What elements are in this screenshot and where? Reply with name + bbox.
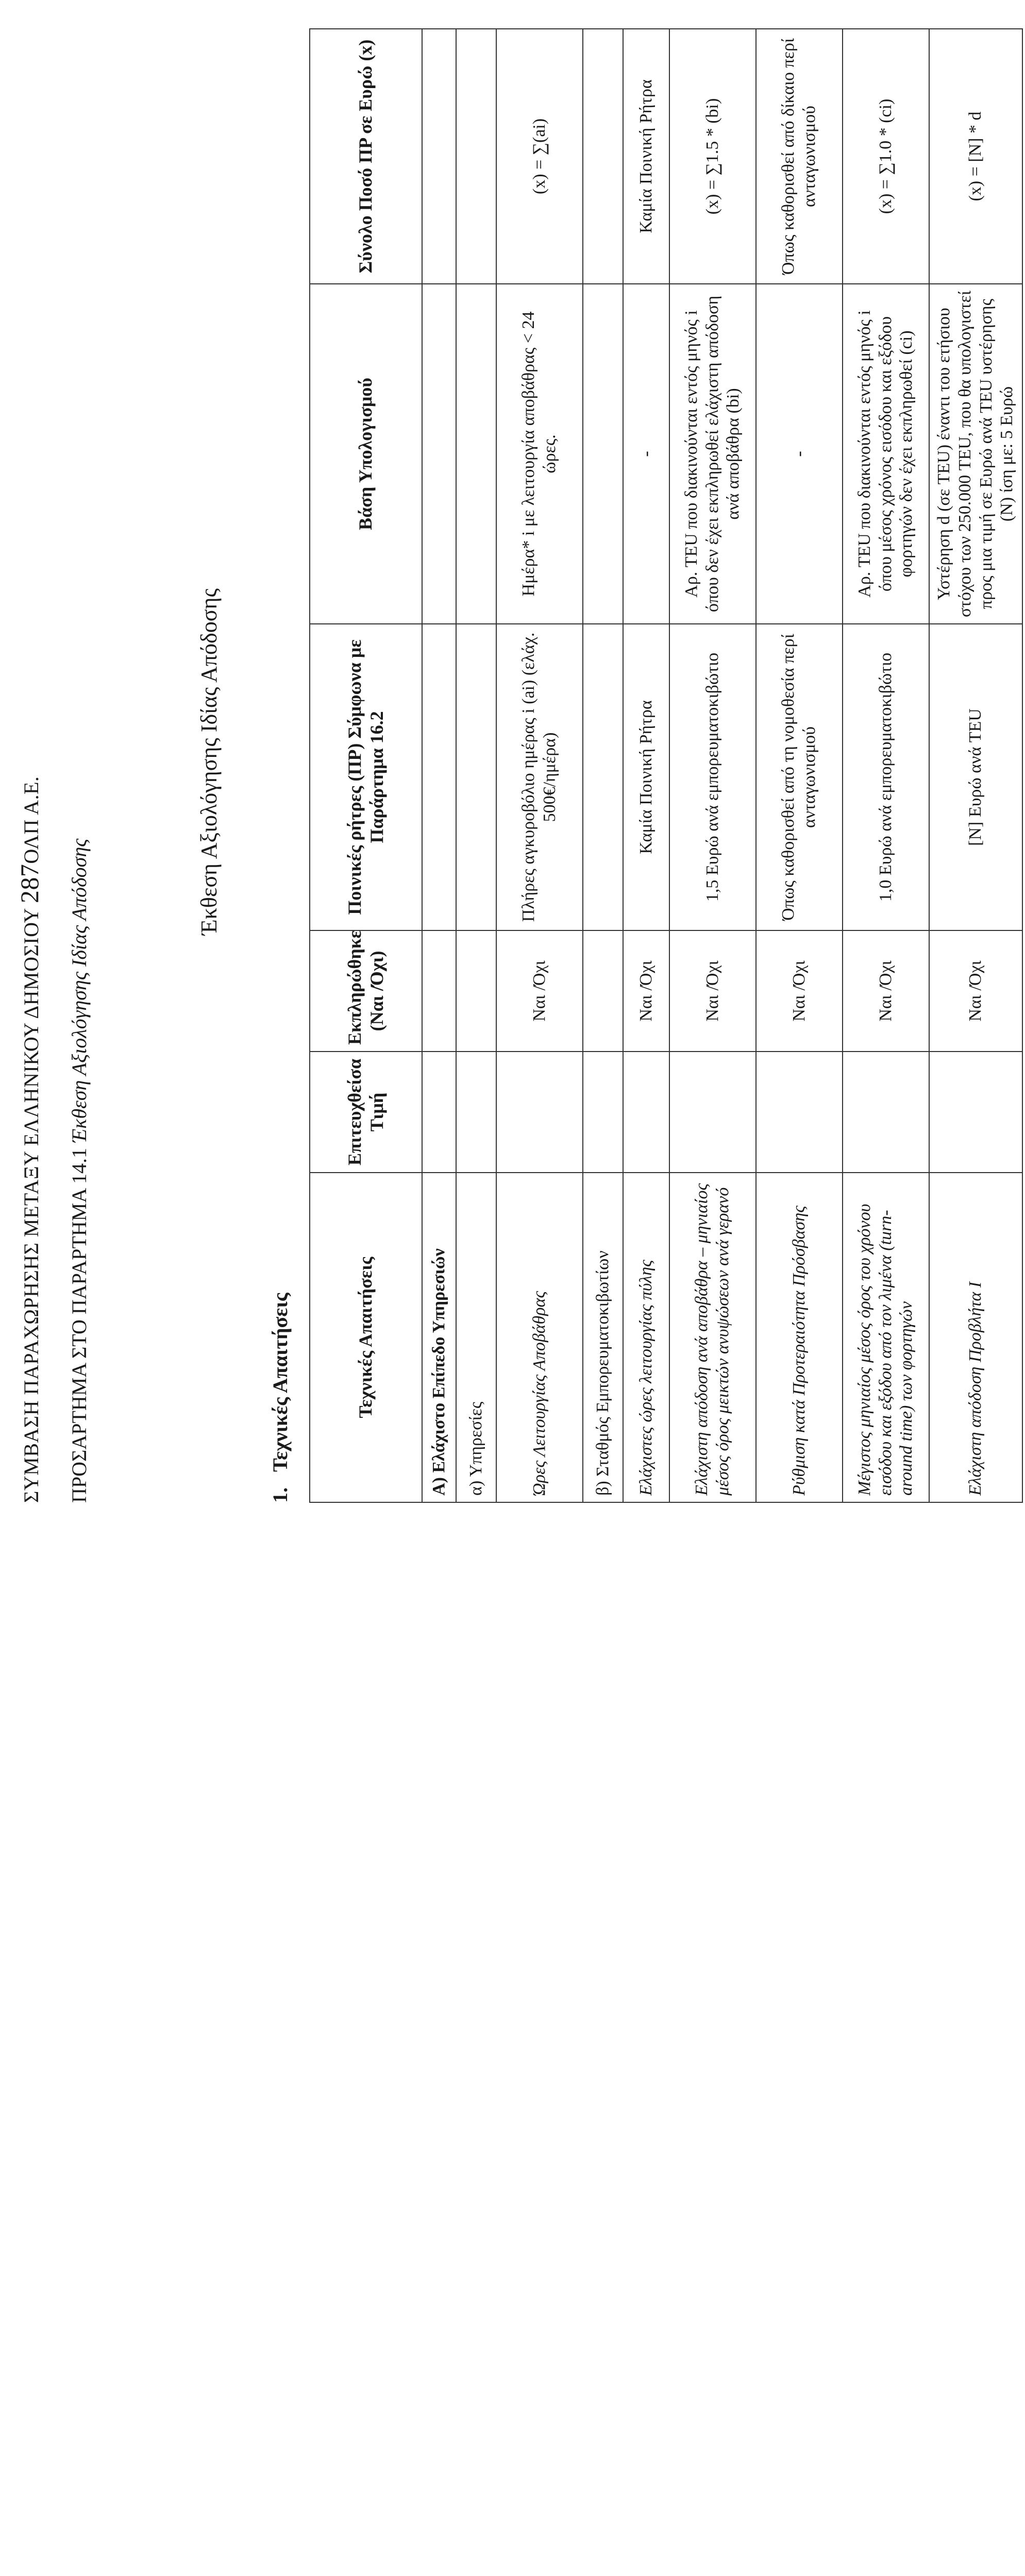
achieved-value-cell xyxy=(669,1052,756,1173)
basis-cell: - xyxy=(756,284,843,624)
annex-italic-title: Έκθεση Αξιολόγησης Ιδίας Απόδοσης xyxy=(68,838,91,1143)
fulfilled-cell: Ναι /Όχι xyxy=(756,930,843,1052)
table-row xyxy=(843,29,929,1502)
total-cell: Καμία Ποινική Ρήτρα xyxy=(623,29,669,284)
table-cell xyxy=(456,29,496,284)
table-row xyxy=(496,29,583,1502)
requirements-table xyxy=(309,28,1023,1503)
total-cell: (x) = ∑1.0 * (ci) xyxy=(843,29,929,284)
fulfilled-cell: Ναι /Όχι xyxy=(929,930,1022,1052)
requirement-cell: Ελάχιστη απόδοση Προβλήτα Ι xyxy=(929,1173,1022,1502)
table-cell xyxy=(456,930,496,1052)
table-cell xyxy=(422,930,456,1052)
penalty-cell: Καμία Ποινική Ρήτρα xyxy=(623,624,669,930)
table-cell xyxy=(583,284,623,624)
section-a-label: Α) Ελάχιστο Επίπεδο Υπηρεσιών xyxy=(422,1173,456,1502)
requirement-cell: Μέγιστος μηνιαίος μέσος όρος του χρόνου εισόδου και εξόδου από τον λιμένα (turn-around time) των φορτηγών xyxy=(843,1173,929,1502)
fulfilled-cell: Ναι /Όχι xyxy=(496,930,583,1052)
subsection-services-label: α) Υπηρεσίες xyxy=(456,1173,496,1502)
total-cell: Όπως καθορισθεί από δίκαιο περί ανταγωνισμού xyxy=(756,29,843,284)
section-number: 1. xyxy=(268,1487,292,1503)
table-cell xyxy=(583,29,623,284)
basis-cell: Αρ. TEU που διακινούνται εντός μηνός i όπου μέσος χρόνος εισόδου και εξόδου φορτηγών δεν έχει εκπληρωθεί (ci) xyxy=(843,284,929,624)
table-row xyxy=(929,29,1022,1502)
achieved-value-cell xyxy=(756,1052,843,1173)
total-cell: (x) = ∑(ai) xyxy=(496,29,583,284)
table-cell xyxy=(583,1052,623,1173)
annex-prefix: ΠΡΟΣΑΡΤΗΜΑ ΣΤΟ ΠΑΡΑΡΤΗΜΑ 14.1 xyxy=(68,1143,91,1503)
table-cell xyxy=(583,930,623,1052)
achieved-value-cell xyxy=(623,1052,669,1173)
basis-cell: - xyxy=(623,284,669,624)
table-row xyxy=(456,29,496,1502)
col-total-penalty: Σύνολο Ποσό ΠΡ σε Ευρώ (x) xyxy=(310,29,422,284)
achieved-value-cell xyxy=(496,1052,583,1173)
achieved-value-cell xyxy=(929,1052,1022,1173)
basis-cell: Ημέρα* i με λειτουργία αποβάθρας < 24 ώρες. xyxy=(496,284,583,624)
penalty-cell: 1,5 Ευρώ ανά εμπορευματοκιβώτιο xyxy=(669,624,756,930)
table-cell xyxy=(456,284,496,624)
requirement-cell: Ρύθμιση κατά Προτεραιότητα Πρόσβασης xyxy=(756,1173,843,1502)
col-fulfilled: Εκπληρώθηκε (Ναι /Όχι) xyxy=(310,930,422,1052)
penalty-cell: [Ν] Ευρώ ανά TEU xyxy=(929,624,1022,930)
table-row xyxy=(583,29,623,1502)
fulfilled-cell: Ναι /Όχι xyxy=(843,930,929,1052)
section-label: Τεχνικές Απαιτήσεις xyxy=(268,1293,292,1472)
table-cell xyxy=(422,284,456,624)
table-cell xyxy=(456,624,496,930)
requirement-cell: Ελάχιστη απόδοση ανά αποβάθρα – μηνιαίος μέσος όρος μεικτών ανυψώσεων ανά γερανό xyxy=(669,1173,756,1502)
requirement-cell: Ώρες Λειτουργίας Αποβάθρας xyxy=(496,1173,583,1502)
section-heading xyxy=(268,1293,292,1503)
col-achieved-value: Επιτευχθείσα Τιμή xyxy=(310,1052,422,1173)
penalty-cell: 1,0 Ευρώ ανά εμπορευματοκιβώτιο xyxy=(843,624,929,930)
document-title: Έκθεση Αξιολόγησης Ιδίας Απόδοσης xyxy=(196,588,222,935)
basis-cell: Υστέρηση d (σε TEU) έναντι του ετήσιου στόχου των 250.000 TEU, που θα υπολογιστεί προς μια τιμή σε Ευρώ ανά TEU υστέρησης (N) ίση με: 5 Ευρώ xyxy=(929,284,1022,624)
col-penalty-clauses: Ποινικές ρήτρες (ΠΡ) Σύμφωνα με Παράρτημα 16.2 xyxy=(310,624,422,930)
penalty-cell: Πλήρες αγκυροβόλιο ημέρας i (ai) (ελάχ. 500€/ημέρα) xyxy=(496,624,583,930)
table-cell xyxy=(422,1052,456,1173)
col-calculation-basis: Βάση Υπολογισμού xyxy=(310,284,422,624)
table-cell xyxy=(422,624,456,930)
table-row xyxy=(669,29,756,1502)
table-cell xyxy=(456,1052,496,1173)
fulfilled-cell: Ναι /Όχι xyxy=(669,930,756,1052)
table-row xyxy=(422,29,456,1502)
table-row xyxy=(756,29,843,1502)
subsection-container-terminal-label: β) Σταθμός Εμπορευματοκιβωτίων xyxy=(583,1173,623,1502)
table-cell xyxy=(583,624,623,930)
header-annex-line xyxy=(67,839,91,1503)
fulfilled-cell: Ναι /Όχι xyxy=(623,930,669,1052)
col-technical-requirements: Τεχνικές Απαιτήσεις xyxy=(310,1173,422,1502)
achieved-value-cell xyxy=(843,1052,929,1173)
header-contract-title: ΣΥΜΒΑΣΗ ΠΑΡΑΧΩΡΗΣΗΣ ΜΕΤΑΞΥ ΕΛΛΗΝΙΚΟΥ ΔΗΜΟΣΙΟΥ 287ΟΛΠ Α.Ε. xyxy=(15,776,44,1503)
requirement-cell: Ελάχιστες ώρες λειτουργίας πύλης xyxy=(623,1173,669,1502)
table-header-row xyxy=(310,29,422,1502)
total-cell: (x) = ∑1.5 * (bi) xyxy=(669,29,756,284)
total-cell: (x) = [N] * d xyxy=(929,29,1022,284)
penalty-cell: Όπως καθορισθεί από τη νομοθεσία περί ανταγωνισμού xyxy=(756,624,843,930)
basis-cell: Αρ. TEU που διακινούνται εντός μηνός i όπου δεν έχει εκπληρωθεί ελάχιστη απόδοση ανά αποβάθρα (bi) xyxy=(669,284,756,624)
table-row xyxy=(623,29,669,1502)
page-number: 287 xyxy=(15,863,44,904)
table-cell xyxy=(422,29,456,284)
